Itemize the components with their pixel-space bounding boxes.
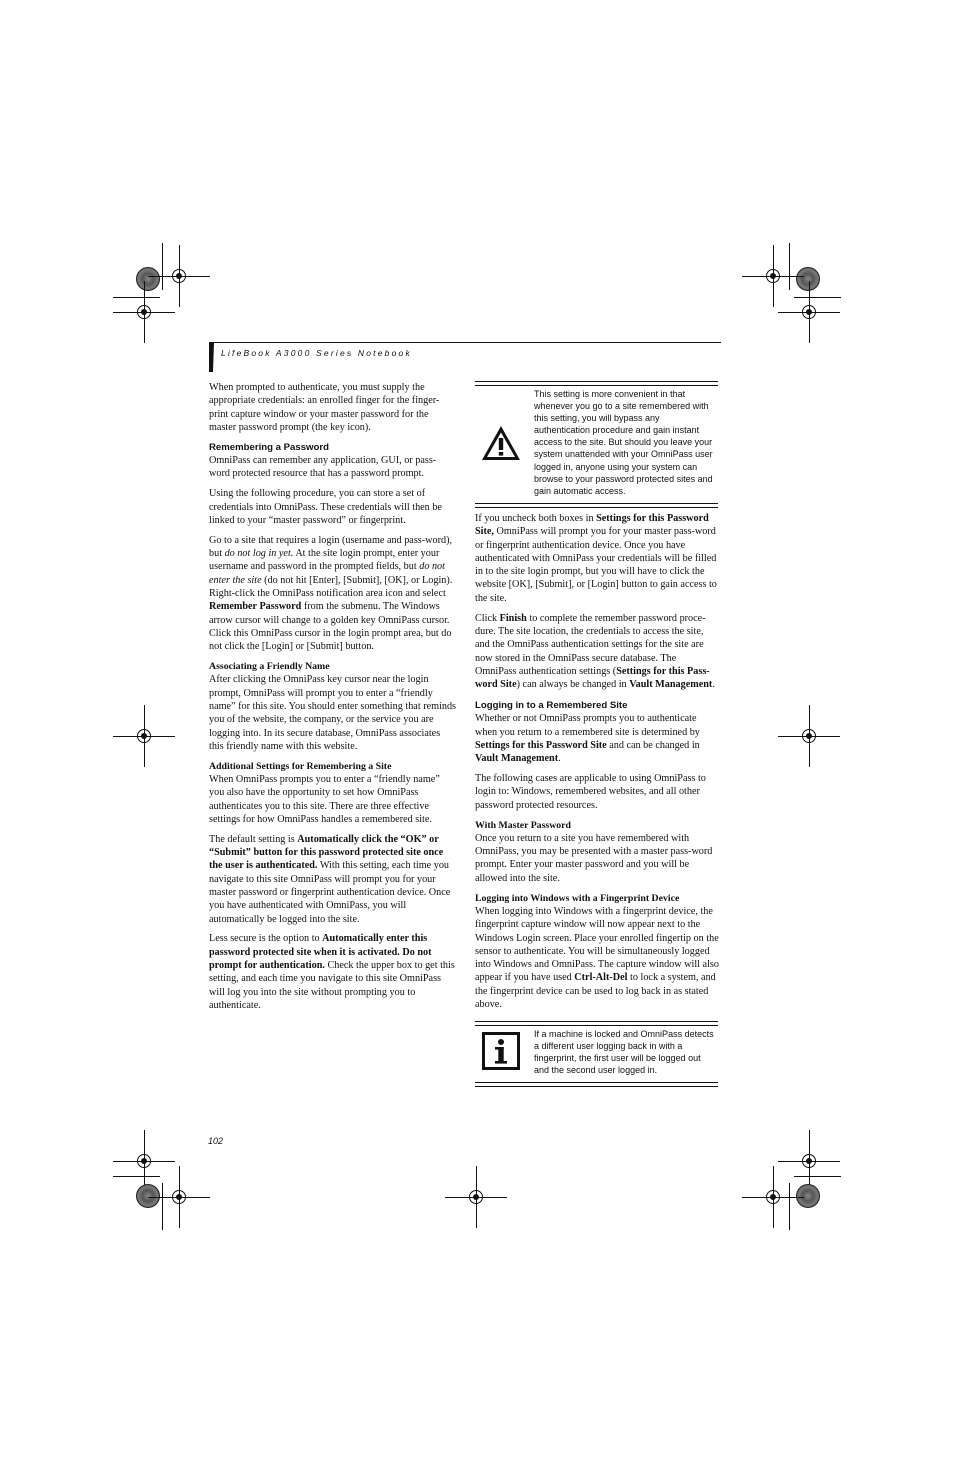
paragraph: Whether or not OmniPass prompts you to authenticate when you return to a remembered site is determined by Settings for this Password Site and can be changed in Vault Management. — [475, 713, 700, 765]
paragraph: After clicking the OmniPass key cursor near the login prompt, OmniPass will prompt you to enter a “friendly name” for this site. You should enter something that reminds you of the website, the company, or the service you are logging into. In its secure database, OmniPass associates this friendly name with this website. — [209, 674, 457, 752]
right-column — [475, 512, 719, 698]
crop-mark — [162, 243, 163, 290]
paragraph: The following cases are applicable to using OmniPass to login to: Windows, remembered websites, and all other password protected resources. — [475, 773, 706, 811]
crop-mark — [113, 1176, 160, 1177]
caution-box-top-rule — [475, 381, 718, 382]
paragraph: When logging into Windows with a fingerprint device, the fingerprint capture window will now appear next to the Windows Login screen. Place your enrolled fingertip on the sensor to authenticate. You will be simultaneously logged into Windows and OmniPass. The capture window will also appear if you have used Ctrl-Alt-Del to lock a system, and the fingerprint device can be used to log back in as stated above. — [475, 905, 719, 1011]
header-rule — [212, 342, 721, 343]
info-box-bottom-rule-2 — [475, 1086, 718, 1087]
caution-box-bottom-rule-2 — [475, 507, 718, 508]
paragraph: If you uncheck both boxes in Settings for this Password Site, OmniPass will prompt you for your master pass-word or fingerprint authentication device. Once you have authenticated with OmniPass your credentials will be filled in to the site login prompt, but you will have to click the website [OK], [Submit], or [Login] button to gain access to the site. — [475, 513, 717, 604]
paragraph: Once you return to a site you have remembered with OmniPass, you may be presented with a master pass-word prompt. Enter your master password and you will be allowed into the site. — [475, 832, 713, 884]
paragraph: Less secure is the option to Automatically enter this password protected site when it is activated. Do not prompt for authentication. Check the upper box to get this setting, and each time you navigate to this site OmniPass will log you into the site without prompting you to authenticate. — [209, 933, 455, 1011]
heading-additional-settings: Additional Settings for Remembering a Site — [209, 760, 392, 772]
registration-dot-top-left — [136, 267, 160, 291]
paragraph: Go to a site that requires a login (username and pass-word), but do not log in yet. At the site login prompt, enter your username and password in the prompted fields, but do not enter the site (do not hit [Enter], [Submit], [OK], or Login). Right-click the OmniPass notification area icon and select Remember Password from the submenu. The Windows arrow cursor will change to a golden key OmniPass cursor. Click this OmniPass cursor in the login prompt area, but do not click the [Login] or [Submit] button. — [209, 534, 453, 653]
crop-mark — [789, 1183, 790, 1230]
registration-dot-bottom-left — [136, 1184, 160, 1208]
paragraph: When OmniPass prompts you to enter a “friendly name” you also have the opportunity to set how OmniPass authenticates you to this site. There are three effective settings for how OmniPass handles a remembered site. — [209, 773, 440, 825]
heading-fingerprint-login: Logging into Windows with a Fingerprint Device — [475, 892, 680, 904]
caution-note-text: This setting is more convenient in that whenever you go to a site remembered with this setting, you will bypass any authentication procedure and gain instant access to the site. But should you leave your system unattended with your OmniPass user logged in, anyone using your system can browse to your password protected sites and gain automatic access. — [534, 389, 713, 496]
info-box-top-rule — [475, 1021, 718, 1022]
crop-mark — [794, 1176, 841, 1177]
crop-mark — [789, 243, 790, 290]
running-header: LifeBook A3000 Series Notebook — [221, 348, 412, 358]
info-icon — [482, 1032, 520, 1075]
heading-remembering-password: Remembering a Password — [209, 441, 329, 453]
paragraph: The default setting is Automatically click the “OK” or “Submit” button for this password protected site once the user is authenticated. With this setting, each time you navigate to this site OmniPass will prompt you for your master password or fingerprint authentication device. Once you have authenticated with OmniPass, you will automatically be logged into the site. — [209, 833, 451, 925]
paragraph: Click Finish to complete the remember password proce-dure. The site location, the credentials to access the site, and the OmniPass authentication settings for the site are now stored in the OmniPass secure database. The OmniPass authentication settings (Settings for this Pass-word Site) can always be changed in Vault Management. — [475, 612, 715, 691]
info-box-top-rule-2 — [475, 1025, 718, 1026]
left-column — [209, 381, 456, 1019]
paragraph: When prompted to authenticate, you must supply the appropriate credentials: an enrolled finger for the finger-print capture window or your master password for the master password prompt (the key icon). — [209, 382, 440, 433]
caution-box-top-rule-2 — [475, 385, 718, 386]
heading-logging-in: Logging in to a Remembered Site — [475, 700, 628, 711]
crop-mark — [113, 297, 160, 298]
paragraph: Using the following procedure, you can store a set of credentials into OmniPass. These credentials will then be linked to your “master password” or fingerprint. — [209, 488, 442, 526]
header-wedge — [209, 342, 214, 372]
registration-dot-bottom-right — [796, 1184, 820, 1208]
heading-master-password: With Master Password — [475, 819, 571, 831]
page-number: 102 — [208, 1136, 224, 1146]
right-column-continued — [475, 699, 719, 1018]
info-note-text: If a machine is locked and OmniPass detects a different user logging back in with a fingerprint, the first user will be logged out and the second user logged in. — [534, 1029, 714, 1076]
paragraph: OmniPass can remember any application, GUI, or pass-word protected resource that has a password prompt. — [209, 455, 437, 480]
caution-box-bottom-rule — [475, 503, 718, 504]
crop-mark — [794, 297, 841, 298]
crop-mark — [162, 1183, 163, 1230]
info-box-bottom-rule — [475, 1082, 718, 1083]
heading-friendly-name: Associating a Friendly Name — [209, 661, 330, 673]
warning-triangle-icon — [480, 424, 522, 467]
registration-dot-top-right — [796, 267, 820, 291]
